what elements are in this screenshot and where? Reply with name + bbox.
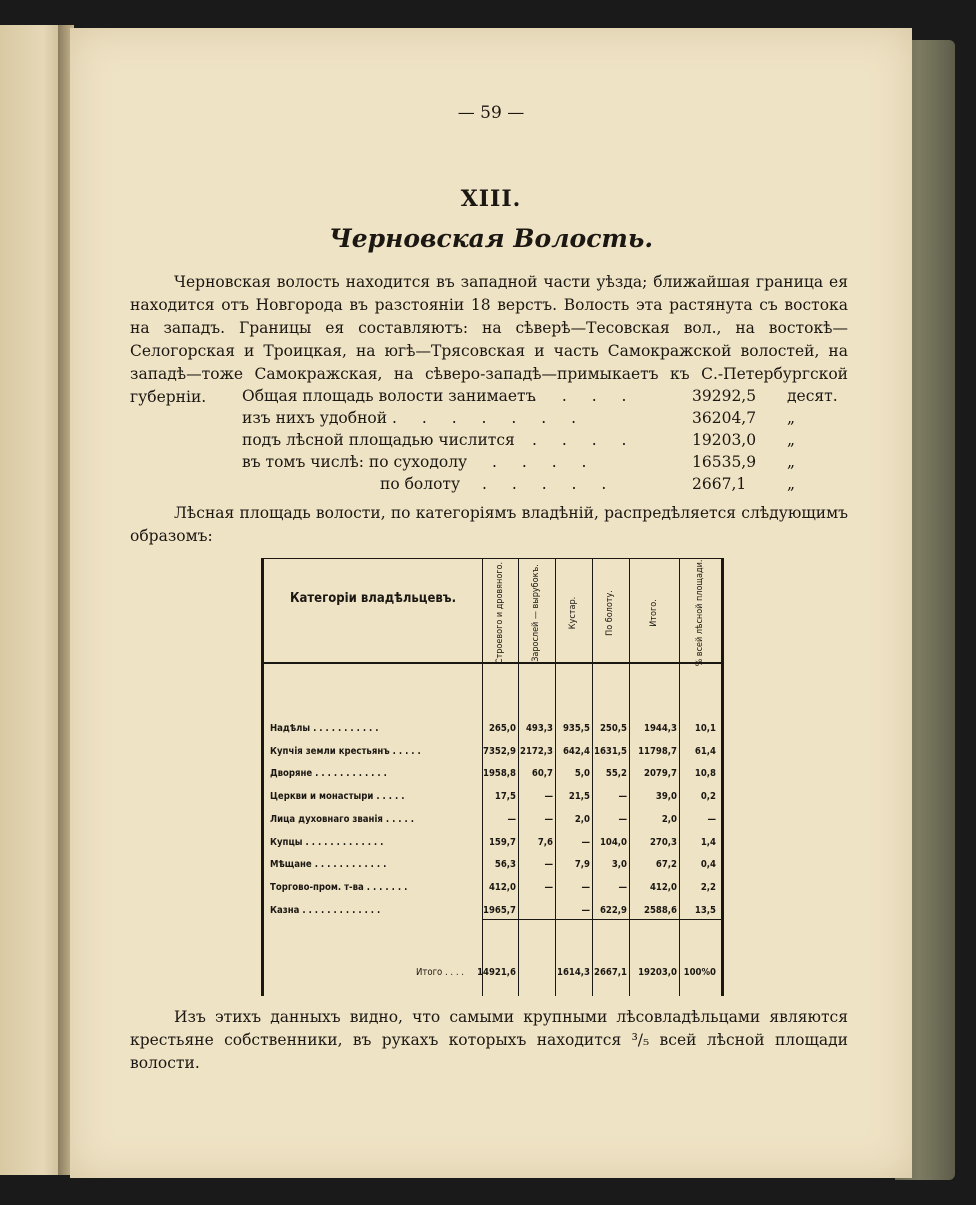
table-cell: 19203,0: [638, 967, 677, 978]
column-header: Строевого и дровяного.: [495, 561, 505, 665]
distribution-paragraph: [130, 502, 848, 548]
table-cell: 159,7: [488, 836, 516, 848]
table-cell: —: [581, 881, 590, 893]
row-label: Лица духовнаго званія . . . . .: [270, 813, 414, 825]
row-label: Казна . . . . . . . . . . . . .: [270, 904, 381, 916]
table-cell: 21,5: [568, 791, 590, 803]
table-row: [264, 855, 721, 877]
table-cell: —: [544, 881, 553, 893]
table-cell: 265,0: [488, 723, 516, 734]
area-row: [242, 451, 796, 473]
chapter-number: XIII.: [460, 186, 522, 212]
area-unit: „: [787, 475, 796, 493]
table-cell: 67,2: [655, 859, 677, 871]
table-cell: 1958,8: [483, 768, 516, 780]
table-row: [264, 810, 721, 832]
area-unit: „: [787, 431, 796, 449]
table-cell: 14921,6: [477, 967, 516, 978]
area-label: по болоту: [380, 475, 461, 493]
table-cell: 11798,7: [638, 745, 677, 757]
table-cell: 10,8: [694, 768, 716, 780]
table-cell: —: [707, 813, 716, 825]
table-cell: —: [618, 813, 627, 825]
area-dots: . . . . . . .: [392, 409, 587, 427]
table-cell: —: [581, 836, 590, 848]
table-cell: 1,4: [700, 836, 716, 848]
table-cell: 2588,6: [644, 904, 677, 916]
area-dots: . . . .: [532, 387, 637, 405]
table-cell: —: [544, 859, 553, 871]
distribution-paragraph-text: Лѣсная площадь волости, по категоріямъ владѣній, распредѣляется слѣдующимъ образомъ:: [130, 504, 848, 545]
table-row: [264, 719, 721, 741]
conclusion-paragraph: [130, 1006, 848, 1075]
table-cell: 13,5: [694, 904, 716, 916]
area-row: [242, 473, 796, 495]
table-cell: 56,3: [494, 859, 516, 871]
table-total-row: [264, 963, 721, 985]
table-cell: 104,0: [599, 836, 627, 848]
area-value: 19203,0: [692, 431, 757, 449]
table-cell: 1944,3: [644, 723, 677, 734]
table-row: [264, 787, 721, 809]
section-heading: Черновская Волость.: [328, 224, 654, 253]
area-label: Общая площадь волости занимаетъ: [242, 387, 536, 405]
table-cell: 2079,7: [644, 768, 677, 780]
table-cell: —: [618, 791, 627, 803]
table-cell: 493,3: [525, 723, 553, 734]
table-cell: 7,6: [537, 836, 553, 848]
table-corner-header: Категоріи владѣльцевъ.: [289, 591, 457, 606]
table-cell: —: [507, 813, 516, 825]
table-cell: 60,7: [531, 768, 553, 780]
table-cell: 1631,5: [594, 745, 627, 757]
table-cell: 2,0: [574, 813, 590, 825]
row-label: Купцы . . . . . . . . . . . . .: [270, 836, 384, 848]
table-cell: 100%0: [683, 967, 716, 978]
table-cell: —: [544, 791, 553, 803]
row-label: Церкви и монастыри . . . . .: [270, 791, 405, 803]
table-cell: 2,2: [700, 881, 716, 893]
row-label: Торгово-пром. т-ва . . . . . . .: [270, 881, 408, 893]
table-cell: 250,5: [599, 723, 627, 734]
table-cell: 7352,9: [483, 745, 516, 757]
table-cell: 1614,3: [557, 967, 590, 978]
intro-paragraph-text: Черновская волость находится въ западной части уѣзда; ближайшая граница ея находится отъ Новгорода въ разстояніи 18 верстъ. Волость эта растянута съ востока на западъ. Границы ея составляютъ: на сѣверѣ—Тесовская вол., на востокѣ—Селогорская и Троицкая, на югѣ—Трясовская и часть Самокражской волостей, на западѣ—тоже Самокражская, на сѣверо-западѣ—примыкаетъ къ С.-Петербургской губерніи.: [130, 273, 848, 406]
table-cell: 3,0: [611, 859, 627, 871]
table-cell: 0,4: [700, 859, 716, 871]
table-cell: 412,0: [649, 881, 677, 893]
area-summary: [242, 385, 838, 495]
table-cell: 2172,3: [520, 745, 553, 757]
table-cell: 622,9: [599, 904, 627, 916]
area-row: [242, 385, 838, 407]
book-page: [70, 28, 912, 1178]
table-cell: 1965,7: [483, 904, 516, 916]
table-row: [264, 764, 721, 786]
area-dots: . . . . .: [482, 475, 617, 493]
table-row: [264, 878, 721, 900]
table-cell: 2667,1: [594, 967, 627, 978]
area-value: 39292,5: [692, 387, 757, 405]
area-dots: . . . .: [532, 431, 637, 449]
area-value: 16535,9: [692, 453, 757, 471]
table-cell: 55,2: [605, 768, 627, 780]
table-cell: 0,2: [700, 791, 716, 803]
area-label: подъ лѣсной площадью числится: [242, 431, 515, 449]
area-row: [242, 407, 796, 429]
row-label: Итого . . . .: [415, 967, 464, 978]
table-cell: 2,0: [661, 813, 677, 825]
table-row: [264, 833, 721, 855]
table-cell: 7,9: [574, 859, 590, 871]
table-cell: 935,5: [562, 723, 590, 734]
column-header: По болоту.: [605, 590, 615, 636]
table-cell: 61,4: [694, 745, 716, 757]
table-cell: 5,0: [574, 768, 590, 780]
left-page-edge: [0, 25, 62, 1175]
row-label: Купчія земли крестьянъ . . . . .: [270, 745, 421, 757]
table-cell: 412,0: [488, 881, 516, 893]
table-cell: 39,0: [655, 791, 677, 803]
row-label: Дворяне . . . . . . . . . . . .: [270, 768, 387, 780]
page-number: — 59 —: [457, 103, 525, 123]
conclusion-paragraph-text: Изъ этихъ данныхъ видно, что самыми крупными лѣсовладѣльцами являются крестьяне собственники, въ рукахъ которыхъ находится ³/₅ всей лѣсной площади волости.: [130, 1008, 848, 1072]
row-label: Мѣщане . . . . . . . . . . . .: [270, 859, 387, 871]
area-value: 36204,7: [692, 409, 757, 427]
area-unit: десят.: [787, 387, 838, 405]
area-label: изъ нихъ удобной: [242, 409, 388, 427]
area-label: въ томъ числѣ: по суходолу: [242, 453, 468, 471]
table-cell: 17,5: [494, 791, 516, 803]
table-cell: —: [544, 813, 553, 825]
table-cell: 270,3: [649, 836, 677, 848]
table-cell: —: [618, 881, 627, 893]
area-dots: . . . .: [492, 453, 597, 471]
table-cell: 642,4: [562, 745, 590, 757]
area-unit: „: [787, 409, 796, 427]
area-unit: „: [787, 453, 796, 471]
table-row: [264, 901, 721, 923]
column-header: Кустар.: [568, 596, 578, 630]
table-cell: 10,1: [694, 723, 716, 734]
column-header: % всей лѣсной площади.: [695, 559, 705, 667]
table-cell: —: [581, 904, 590, 916]
ownership-table: [261, 558, 724, 996]
table-row: [264, 742, 721, 764]
row-label: Надѣлы . . . . . . . . . . .: [270, 723, 379, 734]
column-header: Итого.: [649, 599, 659, 627]
area-row: [242, 429, 796, 451]
column-header: Зарослей — вырубокъ.: [531, 564, 541, 662]
area-value: 2667,1: [692, 475, 747, 493]
table-header-rule: [264, 662, 721, 664]
